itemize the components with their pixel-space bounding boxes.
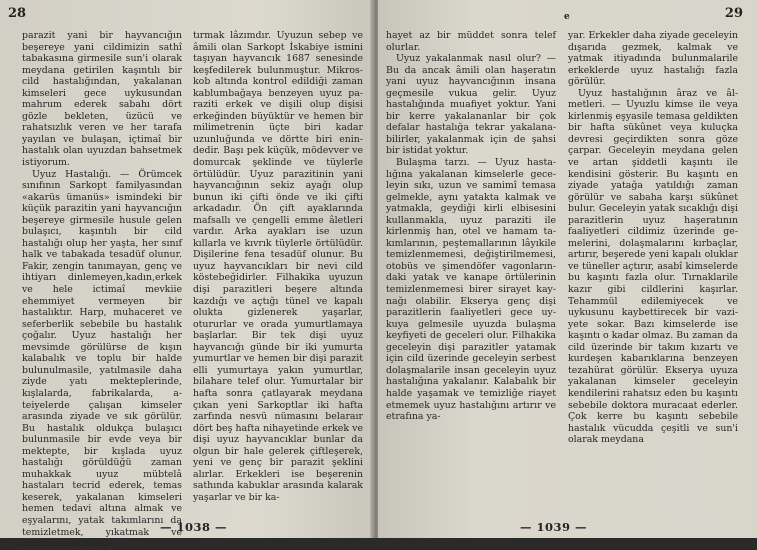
right-page-column-2 <box>568 30 738 446</box>
paragraph: yar. Erkekler daha ziyade geceleyin dışarıda gezmek, kalmak ve yatmak itiyadında bulunmalarile erkeklerde uyuz hastalığı fazla görülür. <box>568 30 738 88</box>
page-footer-left: — 1038 — <box>160 520 228 534</box>
left-page <box>0 0 374 550</box>
paragraph: hayet az bir müddet sonra telef olurlar. <box>386 30 556 53</box>
right-page-column-1 <box>386 30 556 423</box>
page-number-right: 29 <box>724 6 743 21</box>
right-page <box>378 0 757 538</box>
left-page-column-1 <box>22 30 182 550</box>
paragraph: tırmak lâzımdır. Uyuzun sebep ve âmili olan Sarkopt İskabiye ismini taşıyan hayvancık 1687 senesinde keşfedilerek bulunmuştur. Mikroskob altında kontrol edildiği zaman kablumbağaya benzeyen uyuz paraziti erkek ve dişili olup dişisi erkeğinden büyüktür ve hemen bir milimetrenin üçte biri kadar uzunluğunda ve dörtte biri enindedir. Başı pek küçük, mödevver ve domurcak şeklinde ve tüylerle örtülüdür. Uyuz parazitinin yani hayvancığının sekiz ayağı olup bunun iki çifti önde ve iki çifti arkadadır. Ön çift ayaklarında mafsallı ve çengelli emme âletleri vardır. Arka ayakları ise uzun kıllarla ve kıvrık tüylerle örtülüdür. Dişilerine fena tesadüf olunur. Bu uyuz hayvancıkları bir nevi cild köstebeğidirler. Filhakika uyuzun dişi parazitleri beşere altında kazdığı ve açtığı tünel ve kapalı olukta gizlenerek yaşarlar, otururlar ve orada yumurtlamaya başlarlar. Bir tek dişi uyuz hayvancığı günde bir iki yumurta yumurtlar ve hemen bir dişi parazit elli yumurtaya yakın yumurtlar, bilahare telef olur. Yumurtalar bir hafta sonra çatlayarak meydana çıkan yeni Sarkoptlar iki hafta zarfında nesvü nümasını belaraır dört beş hafta nihayetinde erkek ve dişi uyuz hayvancıklar bunlar da olgun bir hale gelerek çiftleşerek, yeni ve genç bir parazit şeklini alırlar. Erkekleri ise beşerenin sathında kabuklar arasında kalarak yaşarlar ve bir ka- <box>193 30 363 503</box>
paragraph: Uyuz hastalığının âraz ve âlmetleri. — Uyuzlu kimse ile veya kirlenmiş eşyasile temasa geldikten bir hafta sükûnet veya kuluçka devresi geçirdikten sonra göze çarpar. Geceleyin meydana gelen ve artan şiddetli kaşıntı ile kendisini gösterir. Bu kaşıntı en ziyade yatağa yatıldığı zaman görülür ve sabaha karşı sükûnet bulur. Geceleyin yatak sıcaklığı dişi parazitlerin uyuz haşeratının faaliyetleri cildimiz üzerinde gemelerini, dolaşmalarını kırbaçlar, artırır, beşerede yeni kapalı oluklar ve tüneller açtırır, asabî kimselerde bu kaşıntı fazla olur. Tırnaklarile kazır gibi cildlerini kaşırlar. Tehammül edilemiyecek ve uykusunu kaybettirecek bir vaziyete sokar. Bazı kimselerde ise kaşıntı o kadar olmaz. Bu zaman da cild üzerinde bir takım kızartı ve kurdeşen kabarıklarına benzeyen tezahürat görülür. Ekserya uyuza yakalanan kimseler geceleyin kendilerini rahatsız eden bu kaşıntı sebebile doktora muracaat ederler. Çok kerre bu kaşıntı sebebile hastalık vücudda çeşitli ve sun'i olarak meydana <box>568 87 738 446</box>
page-footer-right: — 1039 — <box>520 520 588 534</box>
paragraph: Bulaşma tarzı. — Uyuz hastalığına yakalanan kimselerle geceleyin sıkı, uzun ve samimî temasa gelmekle, aynı yatakta kalmak ve yatmakla, geydiği kirli elbisesini kullanmakla, uyuz paraziti ile kirlenmiş han, otel ve hamam takımlarının, peştemallarının lâyıkile temizlenmemesi, değiştirilmemesi, otobüs ve şimendöfer vagonlarındaki yatak ve kanape örtülerinin temizlenmemesi birer sirayet kaynağı olabilir. Ekserya genç dişi parazitlerin faaliyetleri gece uykuya gelmesile uyuzda bulaşma keyfiyeti de geceleri olur. Filhakika geceleyin dişi parazitler yatamak için cild üzerinde geceleyin serbest dolaşmalarile insan geceleyin uyuz hastalığına yakalanır. Kalabalık bir halde yaşamak ve temizliğe riayet etmemek uyuz hastalığını artırır ve etrafına ya- <box>386 157 556 423</box>
page-number-left: 28 <box>8 6 27 21</box>
paragraph: parazit yani bir hayvancığın beşereye yani cildimizin sathî tabakasına girmesile sun'i olarak meydana getirilen kaşıntılı bir cild hastalığından, yakalanan kimseleri gece uykusundan mahrum ederek sabahı dört gözle bekleten, üzücü ve rahatsızlık veren ve her tarafa yayılan ve bulaşan, içtimaî bir hastalık olan uyuzdan bahsetmek istiyorum. <box>22 30 182 169</box>
left-page-column-2 <box>193 30 363 503</box>
paragraph: Uyuz yakalanmak nasıl olur? — Bu da ancak âmili olan haşeratın yani uyuz hayvancığının insana geçmesile vukua gelir. Uyuz hastalığında muafiyet yoktur. Yani bir kerre yakalananlar bir çok defalar hastalığa tekrar yakalanabilirler, yakalanmak için de şahsi bir istidat yoktur. <box>386 53 556 157</box>
page-mark: e <box>564 12 570 22</box>
paragraph: Uyuz Hastalığı. — Örümcek sınıfının Sarkopt familyasından «akarüs ümanüs» ismindeki bir küçük parazitin yani hayvancığın beşereye girmesile husule gelen bulaşıcı, kaşıntılı bir cild hastalığı olup her yaşta, her sınıf halk ve tabakada tesadüf olunur. Fakir, zengin tanımayan, genç ve ihtiyarı dinlemeyen,kadın,erkek ve hele ictimaî mevkiie ehemmiyet vermeyen bir hastalıktır. Harp, muhaceret ve seferberlik sebebile bu hastalık çoğalır. Uyuz hastalığı her mevsimde görülürse de kışın kalabalık ve toplu bir halde bulunulmasile, yatılmasile daha ziyde yatı mekteplerinde, kışlalarda, fabrikalarda, ateiyelerde çalışan kimseler arasında ziyade ve sık görülür. Bu hastalık oldukça bulaşıcı bulunmasile bir evde veya bir mektepte, bir kışlada uyuz hastalığı görüldüğü zaman muhakkak uyuz mübtelâ hastaları tecrid ederek, temas keserek, yakalanan kimseleri hemen tedavi altına almak ve eşyalarını, yatak takımlarını da temizletmek, yıkatmak ve dezenfeksiyon yap- <box>22 168 182 550</box>
